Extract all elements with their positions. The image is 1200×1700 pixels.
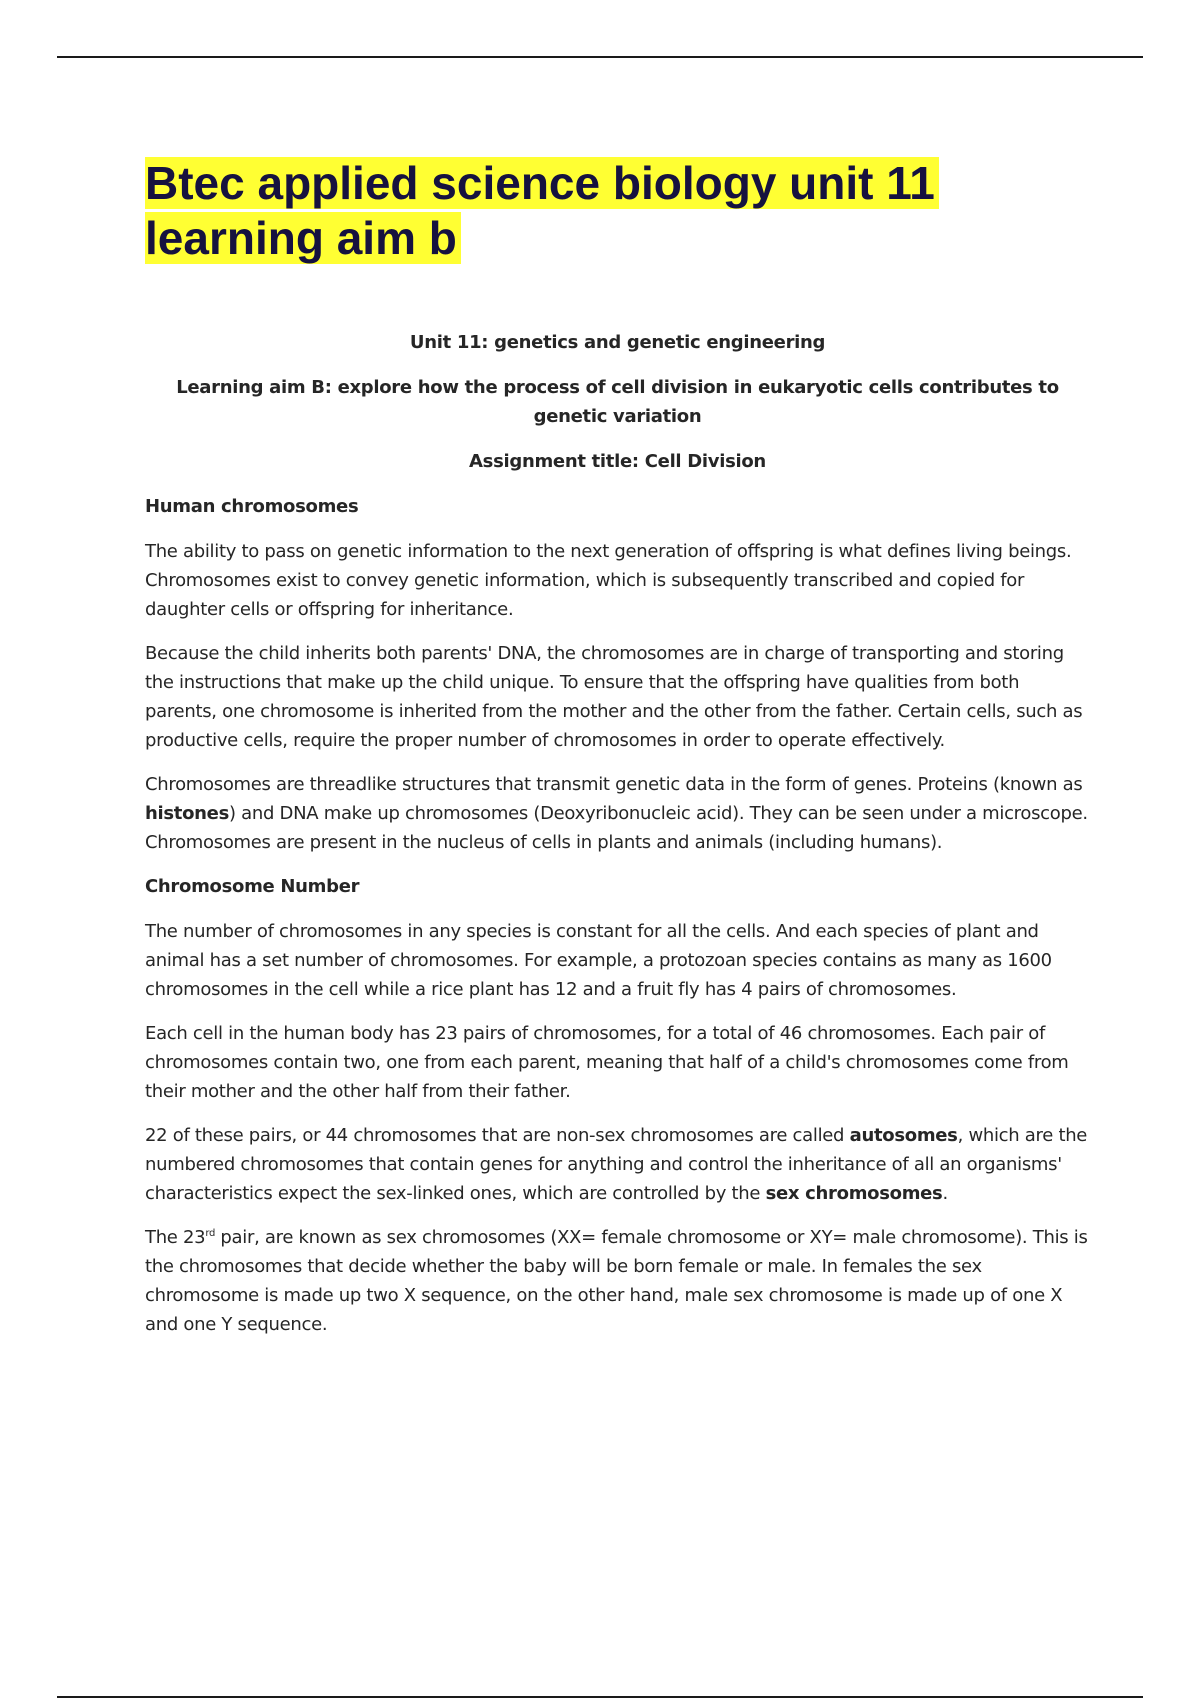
paragraph: [145, 1121, 1090, 1208]
text-run: .: [942, 1183, 948, 1204]
text-run: pair, are known as sex chromosomes (XX= female chromosome or XY= male chromosome). This is the chromosomes that decide whether the baby will be born female or male. In females the sex chromosome is made up two X sequence, on the other hand, male sex chromosome is made up of one X and one Y sequence.: [145, 1227, 1088, 1335]
paragraph: The ability to pass on genetic information to the next generation of offspring is what defines living beings. Chromosomes exist to convey genetic information, which is subsequently transcribed and copied for daughter cells or offspring for inheritance.: [145, 541, 1072, 620]
top-rule: [57, 56, 1143, 58]
text-run: , which are the numbered chromosomes that contain genes for anything and control the inheritance of all an organisms' characteristics expect the sex-linked ones, which are controlled by the: [145, 1125, 1088, 1204]
bold-term-histones: histones: [145, 803, 230, 824]
text-run: ) and DNA make up chromosomes (Deoxyribonucleic acid). They can be seen under a microscope. Chromosomes are present in the nucleus of cells in plants and animals (including humans).: [145, 803, 1088, 853]
bold-term-sex-chromosomes: sex chromosomes: [765, 1183, 943, 1204]
title-line-1: Btec applied science biology unit 11: [145, 157, 939, 209]
paragraph: [145, 770, 1090, 857]
text-run: 22 of these pairs, or 44 chromosomes that are non-sex chromosomes are called: [145, 1125, 850, 1146]
title-line-2: learning aim b: [145, 212, 461, 264]
learning-aim-heading: Learning aim B: explore how the process of cell division in eukaryotic cells contributes to genetic variation: [176, 377, 1059, 427]
bold-term-autosomes: autosomes: [849, 1125, 958, 1146]
ordinal-superscript: rd: [205, 1228, 215, 1239]
assignment-title: Assignment title: Cell Division: [469, 451, 766, 472]
text-run: The 23: [145, 1227, 206, 1248]
paragraph: [145, 1223, 1090, 1339]
document-body: [145, 328, 1090, 1354]
text-run: Chromosomes are threadlike structures that transmit genetic data in the form of genes. Proteins (known as: [145, 774, 1083, 795]
paragraph: The number of chromosomes in any species is constant for all the cells. And each species of plant and animal has a set number of chromosomes. For example, a protozoan species contains as many as 1600 chromosomes in the cell while a rice plant has 12 and a fruit fly has 4 pairs of chromosomes.: [145, 921, 1052, 1000]
unit-heading: Unit 11: genetics and genetic engineering: [409, 332, 826, 353]
bottom-rule: [57, 1696, 1143, 1698]
document-title: [145, 156, 939, 266]
paragraph: Because the child inherits both parents' DNA, the chromosomes are in charge of transporting and storing the instructions that make up the child unique. To ensure that the offspring have qualities from both parents, one chromosome is inherited from the mother and the other from the father. Certain cells, such as productive cells, require the proper number of chromosomes in order to operate effectively.: [145, 643, 1083, 751]
paragraph: Each cell in the human body has 23 pairs of chromosomes, for a total of 46 chromosomes. Each pair of chromosomes contain two, one from each parent, meaning that half of a child's chromosomes come from their mother and the other half from their father.: [145, 1023, 1069, 1102]
section-heading-chromosome-number: Chromosome Number: [145, 876, 360, 897]
section-heading-human-chromosomes: Human chromosomes: [145, 496, 359, 517]
